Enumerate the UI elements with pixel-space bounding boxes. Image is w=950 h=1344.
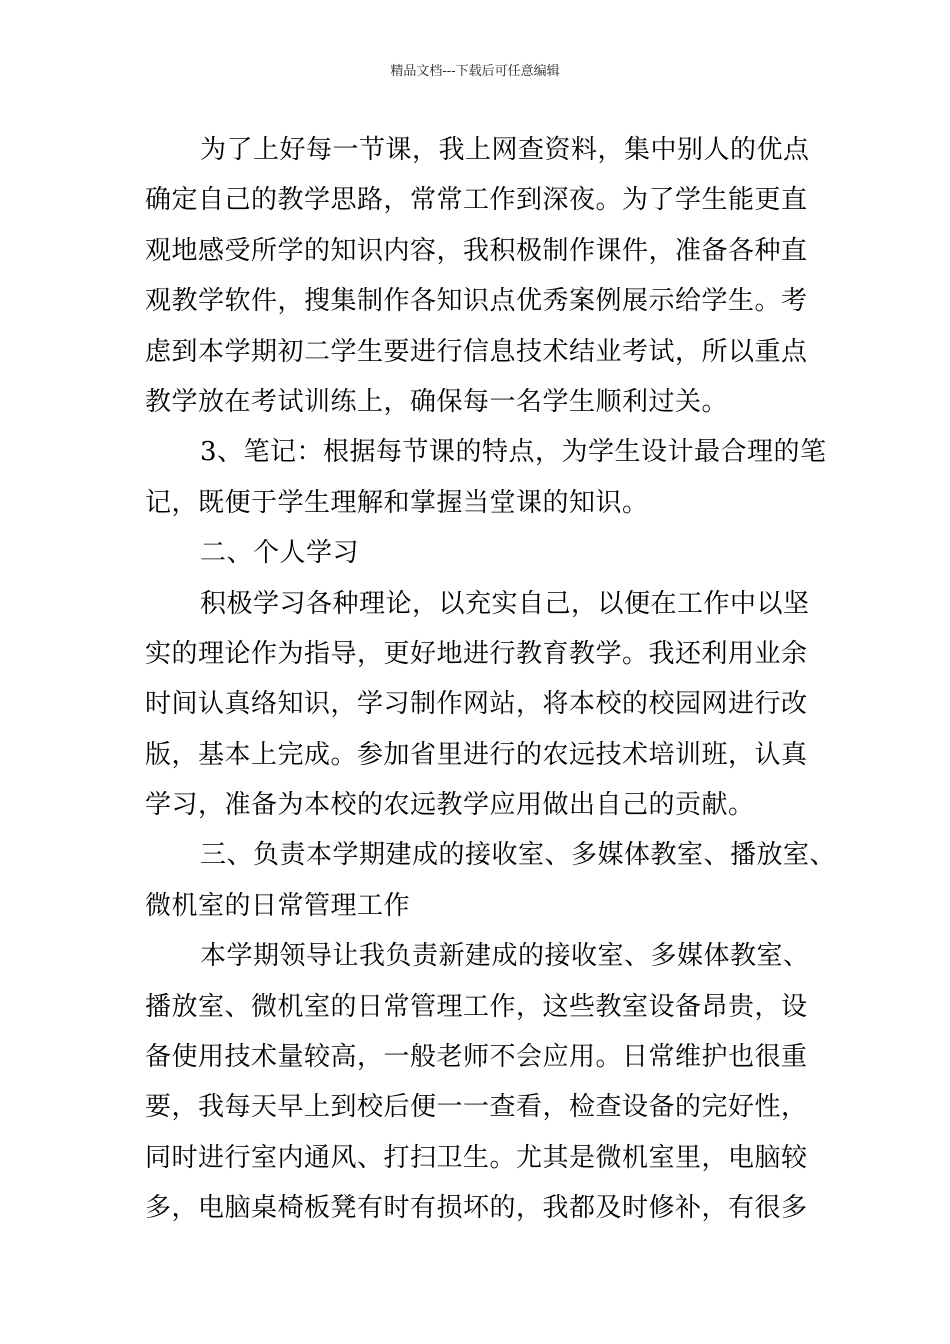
text-line: 同时进行室内通风、打扫卫生。尤其是微机室里，电脑较 xyxy=(145,1142,808,1173)
page-header: 精品文档---下载后可任意编辑 xyxy=(390,64,560,79)
text-line: 备使用技术量较高，一般老师不会应用。日常维护也很重 xyxy=(145,1042,808,1073)
text-line: 学习，准备为本校的农远教学应用做出自己的贡献。 xyxy=(145,790,755,821)
text-line: 记，既便于学生理解和掌握当堂课的知识。 xyxy=(145,487,649,518)
text-line: 教学放在考试训练上，确保每一名学生顺利过关。 xyxy=(145,386,729,417)
section-heading-continued: 微机室的日常管理工作 xyxy=(145,890,411,921)
text-line: 观教学软件，搜集制作各知识点优秀案例展示给学生。考 xyxy=(145,286,808,317)
text-line: 观地感受所学的知识内容，我积极制作课件，准备各种直 xyxy=(145,235,808,266)
text-line: 时间认真络知识，学习制作网站，将本校的校园网进行改 xyxy=(145,689,808,720)
text-line: 积极学习各种理论，以充实自己，以便在工作中以坚 xyxy=(200,588,810,619)
section-heading: 二、个人学习 xyxy=(200,538,360,569)
text-line: 为了上好每一节课，我上网查资料，集中别人的优点 xyxy=(200,135,810,165)
text-line: 确定自己的教学思路，常常工作到深夜。为了学生能更直 xyxy=(145,185,808,216)
text-line: 版，基本上完成。参加省里进行的农远技术培训班，认真 xyxy=(145,739,808,770)
text-line: 3、笔记：根据每节课的特点，为学生设计最合理的笔 xyxy=(200,437,827,468)
document-body xyxy=(145,125,837,1234)
text-line: 多，电脑桌椅板凳有时有损坏的，我都及时修补，有很多 xyxy=(145,1193,808,1224)
section-heading: 三、负责本学期建成的接收室、多媒体教室、播放室、 xyxy=(200,840,837,871)
text-line: 虑到本学期初二学生要进行信息技术结业考试，所以重点 xyxy=(145,336,808,367)
text-line: 本学期领导让我负责新建成的接收室、多媒体教室、 xyxy=(200,941,810,972)
text-line: 实的理论作为指导，更好地进行教育教学。我还利用业余 xyxy=(145,638,808,669)
text-line: 要，我每天早上到校后便一一查看，检查设备的完好性， xyxy=(145,1092,808,1123)
text-line: 播放室、微机室的日常管理工作，这些教室设备昂贵，设 xyxy=(145,991,808,1022)
